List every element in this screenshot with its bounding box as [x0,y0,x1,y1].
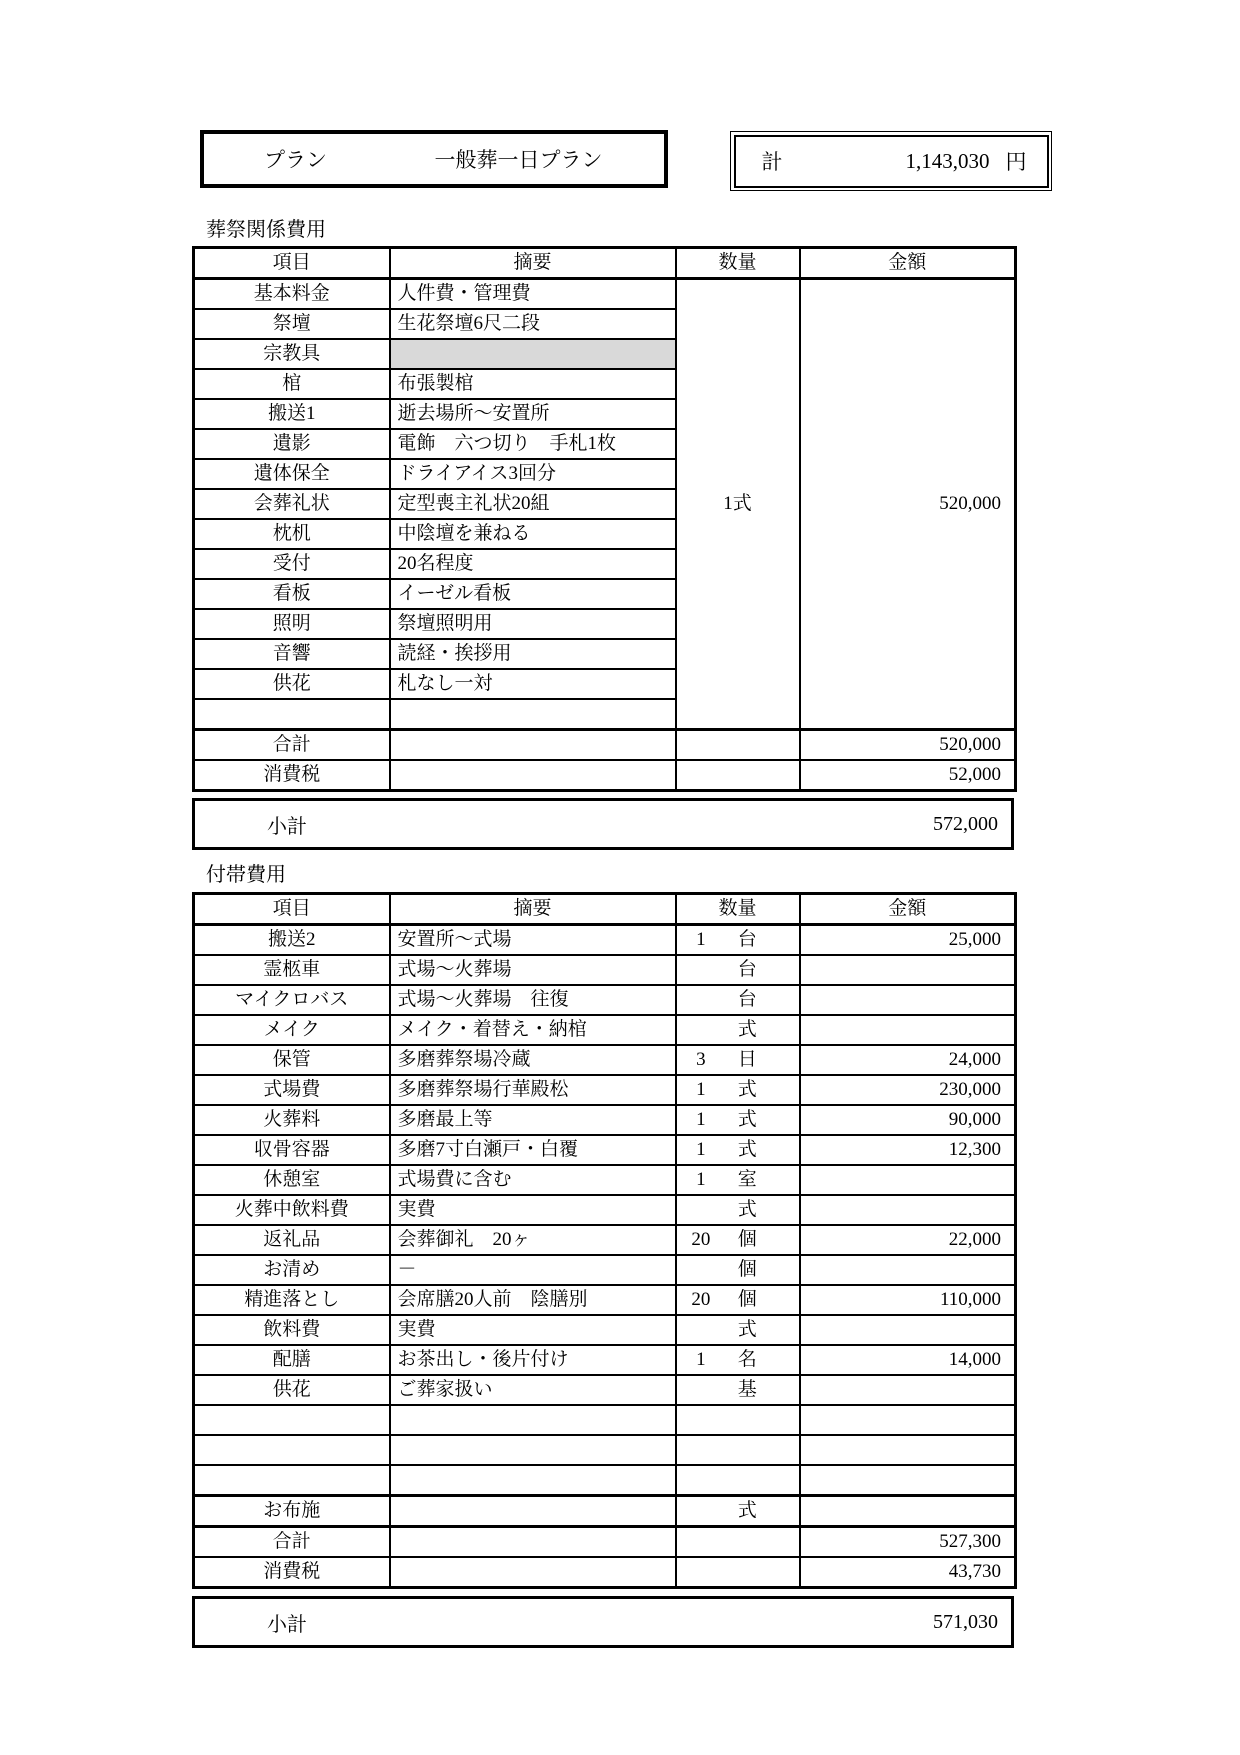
qty-number: 1 [696,1349,706,1370]
item-cell: 搬送2 [194,925,390,956]
item-cell: 式場費 [194,1075,390,1105]
table-row [194,1015,1016,1045]
desc-cell: 中陰壇を兼ねる [390,519,676,549]
table-row [194,1375,1016,1405]
desc-cell: 定型喪主礼状20組 [390,489,676,519]
item-cell: 保管 [194,1045,390,1075]
table-row [194,279,1016,310]
qty-unit: 個 [737,1259,757,1280]
item-cell: 返礼品 [194,1225,390,1255]
desc-cell [390,339,676,369]
header-amount: 金額 [800,894,1016,925]
amount-cell: 12,300 [800,1135,1016,1165]
qty-number: 1 [696,929,706,950]
qty-wrap [677,1046,799,1074]
qty-cell [676,1315,800,1345]
desc-cell: 会席膳20人前 陰膳別 [390,1285,676,1315]
section1-subtotal-box [192,798,1014,850]
qty-cell [676,925,800,956]
amount-cell [800,1465,1016,1496]
qty-unit: 台 [737,929,757,950]
qty-wrap [677,956,799,984]
amount-cell [800,1015,1016,1045]
item-cell: 供花 [194,1375,390,1405]
qty-wrap [677,1256,799,1284]
qty-unit: 式 [737,1019,757,1040]
table-row [194,1255,1016,1285]
qty-cell [676,1015,800,1045]
qty-number [677,1256,726,1284]
qty-cell [676,1255,800,1285]
qty-wrap [677,1376,799,1404]
item-cell: 搬送1 [194,399,390,429]
header-desc: 摘要 [390,248,676,279]
qty-wrap [677,1016,799,1044]
grand-total-label: 計 [761,150,783,174]
qty-number: 1 [696,1079,706,1100]
qty-unit: 式 [737,1319,757,1340]
desc-cell: 実費 [390,1195,676,1225]
desc-cell [390,1465,676,1496]
qty-cell [676,1345,800,1375]
amount-cell: 25,000 [800,925,1016,956]
desc-cell: － [390,1255,676,1285]
total-label-cell: 合計 [194,1527,390,1558]
total-amount-cell: 520,000 [800,730,1016,761]
desc-cell: 札なし一対 [390,669,676,699]
qty-wrap [677,1316,799,1344]
qty-wrap [677,1076,799,1104]
qty-cell [676,1465,800,1496]
item-cell: 祭壇 [194,309,390,339]
amount-cell: 230,000 [800,1075,1016,1105]
item-cell: 受付 [194,549,390,579]
desc-cell: 多磨最上等 [390,1105,676,1135]
qty-wrap [677,1226,799,1254]
qty-cell [676,1435,800,1465]
item-cell [194,699,390,730]
item-cell: 会葬礼状 [194,489,390,519]
qty-unit: 基 [737,1379,757,1400]
desc-cell: 多磨葬祭場行華殿松 [390,1075,676,1105]
header-item: 項目 [194,894,390,925]
qty-cell [676,1375,800,1405]
desc-cell: 式場～火葬場 [390,955,676,985]
grand-total-unit: 円 [1005,150,1027,174]
item-cell: 休憩室 [194,1165,390,1195]
item-cell: 火葬中飲料費 [194,1195,390,1225]
qty-number: 20 [691,1229,711,1250]
qty-wrap [677,1196,799,1224]
desc-cell: 人件費・管理費 [390,279,676,310]
amount-cell [800,1496,1016,1527]
amount-cell [800,1315,1016,1345]
header-row [194,894,1016,925]
qty-number: 1 [696,1169,706,1190]
qty-unit: 個 [737,1289,757,1310]
table-row [194,1195,1016,1225]
table-row [194,1285,1016,1315]
table-row [194,1165,1016,1195]
qty-number [677,1316,726,1344]
item-cell: 遺影 [194,429,390,459]
desc-cell [390,1405,676,1435]
amount-cell [800,955,1016,985]
qty-cell [676,1195,800,1225]
item-cell [194,1435,390,1465]
total-amount-cell: 527,300 [800,1527,1016,1558]
item-cell: 収骨容器 [194,1135,390,1165]
desc-cell: 生花祭壇6尺二段 [390,309,676,339]
item-cell: 照明 [194,609,390,639]
qty-unit: 室 [737,1169,757,1190]
item-cell: 枕机 [194,519,390,549]
qty-number [677,1376,726,1404]
item-cell: 音響 [194,639,390,669]
amount-cell: 110,000 [800,1285,1016,1315]
header-qty: 数量 [676,894,800,925]
qty-cell [676,730,800,761]
table-row [194,985,1016,1015]
desc-cell: 安置所～式場 [390,925,676,956]
qty-wrap [677,1346,799,1374]
desc-cell: 会葬御礼 20ヶ [390,1225,676,1255]
qty-unit: 名 [737,1349,757,1370]
table-row [194,1315,1016,1345]
qty-cell [676,1075,800,1105]
item-cell: 火葬料 [194,1105,390,1135]
desc-cell: お茶出し・後片付け [390,1345,676,1375]
qty-cell [676,1135,800,1165]
plan-label: プラン [264,148,327,172]
table-row [194,1405,1016,1435]
qty-cell [676,1165,800,1195]
funeral-costs-table-wrapper [192,246,1017,792]
qty-unit: 式 [737,1500,757,1521]
funeral-costs-table [192,246,1017,792]
qty-unit: 台 [737,989,757,1010]
desc-cell: ドライアイス3回分 [390,459,676,489]
desc-cell: 多磨7寸白瀬戸・白覆 [390,1135,676,1165]
total-row [194,730,1016,761]
desc-cell: 電飾 六つ切り 手札1枚 [390,429,676,459]
item-cell: 霊柩車 [194,955,390,985]
qty-unit: 日 [737,1049,757,1070]
amount-cell: 24,000 [800,1045,1016,1075]
item-cell: 基本料金 [194,279,390,310]
header-amount: 金額 [800,248,1016,279]
item-cell: 棺 [194,369,390,399]
tax-amount-cell: 52,000 [800,760,1016,791]
qty-wrap [677,1166,799,1194]
amount-cell [800,1405,1016,1435]
grand-total-box-inner [734,135,1049,188]
item-cell: 飲料費 [194,1315,390,1345]
item-cell [194,1465,390,1496]
item-cell [194,1405,390,1435]
table-row [194,1345,1016,1375]
desc-cell [390,1527,676,1558]
qty-cell [676,1405,800,1435]
tax-row [194,760,1016,791]
section2-subtotal-amount: 571,030 [933,1610,998,1633]
tax-label-cell: 消費税 [194,760,390,791]
table-row [194,1225,1016,1255]
qty-number [677,1196,726,1224]
qty-unit: 式 [737,1079,757,1100]
qty-cell [676,1225,800,1255]
item-cell: 供花 [194,669,390,699]
qty-unit: 式 [737,1139,757,1160]
qty-number [677,956,726,984]
tax-label-cell: 消費税 [194,1557,390,1588]
qty-cell [676,1105,800,1135]
item-cell: お清め [194,1255,390,1285]
qty-cell [676,1496,800,1527]
qty-unit: 式 [737,1109,757,1130]
qty-cell [676,985,800,1015]
qty-number: 1 [696,1109,706,1130]
qty-cell [676,760,800,791]
qty-wrap [677,1286,799,1314]
item-cell: 看板 [194,579,390,609]
table-row [194,1135,1016,1165]
desc-cell: 布張製棺 [390,369,676,399]
qty-number [677,1497,726,1525]
qty-cell [676,955,800,985]
table-row [194,1105,1016,1135]
desc-cell [390,760,676,791]
desc-cell: 実費 [390,1315,676,1345]
desc-cell: 式場～火葬場 往復 [390,985,676,1015]
item-cell: お布施 [194,1496,390,1527]
table-row [194,1075,1016,1105]
qty-number: 1 [696,1139,706,1160]
desc-cell [390,1435,676,1465]
amount-cell [800,1375,1016,1405]
qty-cell [676,1557,800,1588]
section1-title: 葬祭関係費用 [206,219,326,241]
item-cell: 配膳 [194,1345,390,1375]
plan-box [200,130,668,188]
amount-cell [800,985,1016,1015]
amount-cell [800,1195,1016,1225]
table-row [194,1465,1016,1496]
section2-subtotal-label: 小計 [267,1613,307,1636]
section2-subtotal-box [192,1596,1014,1648]
desc-cell: 式場費に含む [390,1165,676,1195]
qty-unit: 台 [737,959,757,980]
plan-value: 一般葬一日プラン [434,148,603,172]
header-row [194,248,1016,279]
qty-wrap [677,926,799,954]
item-cell: 宗教具 [194,339,390,369]
desc-cell: メイク・着替え・納棺 [390,1015,676,1045]
qty-cell [676,1045,800,1075]
header-item: 項目 [194,248,390,279]
desc-cell: 読経・挨拶用 [390,639,676,669]
qty-number: 20 [691,1289,711,1310]
header-qty: 数量 [676,248,800,279]
section2-title: 付帯費用 [206,864,286,886]
desc-cell [390,1557,676,1588]
grand-total-amount: 1,143,030 [905,148,990,173]
amount-cell [800,1255,1016,1285]
amount-cell [800,1165,1016,1195]
qty-number: 3 [696,1049,706,1070]
qty-cell [676,1527,800,1558]
desc-cell: 多磨葬祭場冷蔵 [390,1045,676,1075]
desc-cell: 20名程度 [390,549,676,579]
grand-total-box [730,131,1052,191]
desc-cell: ご葬家扱い [390,1375,676,1405]
incidental-costs-table [192,892,1017,1589]
qty-cell [676,1285,800,1315]
merged-qty-cell: 1式 [676,279,800,730]
qty-unit: 個 [737,1229,757,1250]
amount-cell: 14,000 [800,1345,1016,1375]
section1-subtotal-amount: 572,000 [933,812,998,835]
desc-cell: イーゼル看板 [390,579,676,609]
desc-cell: 逝去場所～安置所 [390,399,676,429]
table-row [194,925,1016,956]
qty-wrap [677,1106,799,1134]
item-cell: メイク [194,1015,390,1045]
qty-number [677,986,726,1014]
total-row [194,1527,1016,1558]
table-row [194,1045,1016,1075]
desc-cell [390,1496,676,1527]
merged-amount-cell: 520,000 [800,279,1016,730]
qty-number [677,1016,726,1044]
section1-subtotal-label: 小計 [267,815,307,838]
item-cell: マイクロバス [194,985,390,1015]
qty-unit: 式 [737,1199,757,1220]
amount-cell: 22,000 [800,1225,1016,1255]
amount-cell: 90,000 [800,1105,1016,1135]
incidental-costs-table-wrapper [192,892,1017,1589]
tax-amount-cell: 43,730 [800,1557,1016,1588]
table-row [194,1435,1016,1465]
desc-cell [390,730,676,761]
header-desc: 摘要 [390,894,676,925]
item-cell: 遺体保全 [194,459,390,489]
desc-cell: 祭壇照明用 [390,609,676,639]
qty-wrap [677,1497,799,1525]
table-row [194,1496,1016,1527]
qty-wrap [677,1136,799,1164]
qty-wrap [677,986,799,1014]
tax-row [194,1557,1016,1588]
total-label-cell: 合計 [194,730,390,761]
amount-cell [800,1435,1016,1465]
desc-cell [390,699,676,730]
item-cell: 精進落とし [194,1285,390,1315]
table-row [194,955,1016,985]
